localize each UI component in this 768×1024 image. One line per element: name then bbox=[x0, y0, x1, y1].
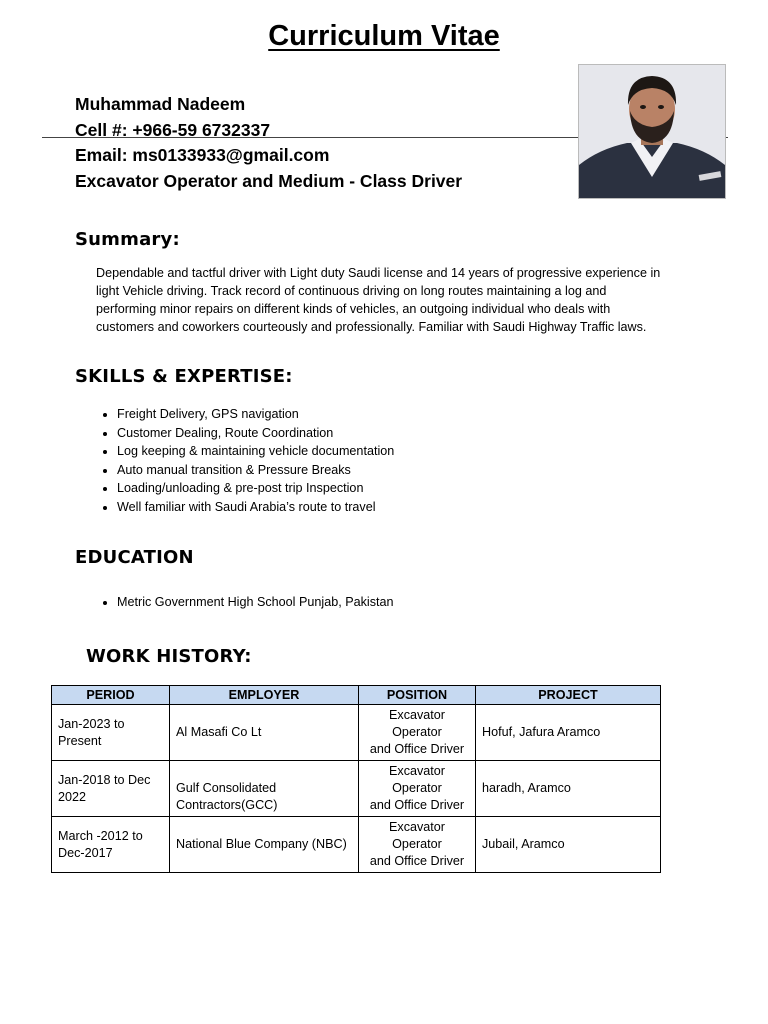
cell-line: Dec-2017 bbox=[58, 845, 113, 860]
cell-line: Jan-2023 to bbox=[58, 716, 125, 731]
project-cell: haradh, Aramco bbox=[476, 761, 661, 817]
cell-line: Excavator Operator bbox=[389, 820, 445, 851]
work-history-table bbox=[51, 685, 661, 873]
list-item: • Metric Government High School Punjab, Pakistan bbox=[117, 593, 394, 612]
summary-heading: Summary: bbox=[75, 229, 180, 250]
list-item: • Log keeping & maintaining vehicle documentation bbox=[117, 442, 394, 461]
cell-line: Al Masafi Co Lt bbox=[176, 725, 262, 739]
list-item: • Well familiar with Saudi Arabia’s route to travel bbox=[117, 498, 394, 517]
table-header-row bbox=[52, 686, 661, 705]
cell-line: Present bbox=[58, 733, 102, 748]
project-cell: Hofuf, Jafura Aramco bbox=[476, 705, 661, 761]
employer-cell bbox=[170, 817, 359, 873]
position-cell bbox=[359, 761, 476, 817]
period-cell bbox=[52, 705, 170, 761]
candidate-name: Muhammad Nadeem bbox=[75, 94, 246, 114]
summary-line: performing minor repairs on different kinds of vehicles, an outgoing individual who deals with bbox=[96, 302, 611, 316]
period-cell bbox=[52, 761, 170, 817]
person-portrait-icon bbox=[579, 65, 725, 198]
profile-photo bbox=[578, 64, 726, 199]
position-cell bbox=[359, 817, 476, 873]
summary-text bbox=[96, 264, 686, 336]
list-item: • Customer Dealing, Route Coordination bbox=[117, 424, 394, 443]
column-header-project: PROJECT bbox=[476, 686, 661, 705]
education-heading: EDUCATION bbox=[75, 547, 194, 568]
work-history-heading: WORK HISTORY: bbox=[86, 646, 252, 667]
summary-line: light Vehicle driving. Track record of continuous driving on long routes maintaining a log and bbox=[96, 284, 607, 298]
column-header-position: POSITION bbox=[359, 686, 476, 705]
project-cell: Jubail, Aramco bbox=[476, 817, 661, 873]
table-row bbox=[52, 817, 661, 873]
period-cell bbox=[52, 817, 170, 873]
cell-line: March -2012 to bbox=[58, 828, 143, 843]
table-row bbox=[52, 761, 661, 817]
column-header-employer: EMPLOYER bbox=[170, 686, 359, 705]
skills-heading: SKILLS & EXPERTISE: bbox=[75, 366, 293, 387]
cell-line: Contractors(GCC) bbox=[176, 798, 278, 812]
column-header-period: PERIOD bbox=[52, 686, 170, 705]
cell-line: Gulf Consolidated bbox=[176, 781, 277, 795]
cell-line: Jan-2018 to Dec bbox=[58, 772, 151, 787]
cell-line: and Office Driver bbox=[369, 798, 465, 812]
summary-line: customers and coworkers courteously and professionally. Familiar with Saudi Highway Traffic laws. bbox=[96, 320, 647, 334]
education-list bbox=[96, 593, 394, 612]
cell-line: National Blue Company (NBC) bbox=[176, 837, 347, 851]
list-item: • Loading/unloading & pre-post trip Inspection bbox=[117, 479, 394, 498]
cell-line: 2022 bbox=[58, 789, 87, 804]
contact-block bbox=[75, 92, 462, 194]
employer-cell bbox=[170, 705, 359, 761]
cell-line: Excavator Operator bbox=[389, 708, 445, 739]
cell-line: and Office Driver bbox=[369, 854, 465, 868]
table-row bbox=[52, 705, 661, 761]
list-item: • Auto manual transition & Pressure Breaks bbox=[117, 461, 394, 480]
cell-line: Excavator Operator bbox=[389, 764, 445, 795]
job-title: Excavator Operator and Medium - Class Driver bbox=[75, 170, 463, 191]
skills-list bbox=[96, 405, 394, 517]
cell-number: Cell #: +966-59 6732337 bbox=[75, 119, 271, 140]
document-title: Curriculum Vitae bbox=[268, 20, 500, 52]
summary-line: Dependable and tactful driver with Light duty Saudi license and 14 years of progressive experience in bbox=[96, 266, 661, 280]
position-cell bbox=[359, 705, 476, 761]
cell-line: and Office Driver bbox=[369, 742, 465, 756]
list-item: • Freight Delivery, GPS navigation bbox=[117, 405, 394, 424]
email-address: Email: ms0133933@gmail.com bbox=[75, 145, 330, 165]
employer-cell bbox=[170, 761, 359, 817]
